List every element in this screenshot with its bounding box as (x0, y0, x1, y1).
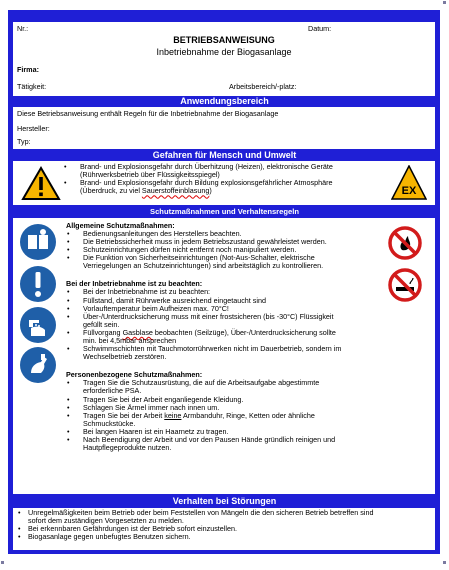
list-item (66, 412, 386, 428)
list-item-line (77, 444, 386, 452)
line-text: Füllstand, damit Rührwerke ausreichend eingetaucht sind (83, 295, 266, 305)
list-item-line: • Tragen Sie bei der Arbeit keine Armbanduhr, Ringe, Ketten oder ähnliche (83, 410, 315, 420)
list-item (66, 254, 386, 270)
list-item (66, 436, 386, 452)
line-text: min. bei 4,5mbar ansprechen (83, 336, 177, 346)
list-item (66, 313, 386, 329)
schutz-heading: Schutzmaßnahmen und Verhaltensregeln (150, 207, 299, 216)
header-box (13, 22, 435, 96)
inbetrieb-title: Bei der Inbetriebnahme ist zu beachten: (66, 279, 203, 289)
wash-hands-icon (19, 306, 57, 344)
line-text: Über-/Unterdrucksicherung muss mit einer frostsicheren (bis -30°C) Flüssigkeit (83, 311, 334, 321)
schutz-content (66, 221, 386, 452)
emphasis-word: keine (164, 410, 182, 420)
allgemein-list (66, 230, 386, 270)
gefahren-text: ) (209, 186, 212, 196)
line-text: Unregelmäßigkeiten beim Betrieb oder beim Feststellen von Mängeln die den sicheren Betrieb betreffen sind (28, 508, 374, 517)
ex-label: EX (401, 185, 417, 197)
line-text: Schmuckstücke. (83, 418, 136, 428)
gefahren-item-line (74, 187, 393, 195)
line-text: Hautpflegeprodukte nutzen. (83, 443, 172, 453)
line-text: beobachten (Seilzüge), Über-/Unterdrucksicherung sollte (152, 327, 336, 337)
list-item (66, 345, 386, 361)
line-text: Nach Beendigung der Arbeit und vor den Pausen Hände gründlich reinigen und (83, 434, 336, 444)
line-text: Wechselbetrieb zerstören. (83, 352, 167, 362)
line-text: Die Betriebssicherheit muss in jedem Betriebszustand gewährleistet werden. (83, 237, 327, 247)
list-item-line (77, 353, 386, 361)
anwendungsbereich-box (13, 107, 435, 149)
line-text: Tragen Sie die Schutzausrüstung, die auf die Arbeitsaufgabe abgestimmte (83, 378, 320, 388)
skin-care-icon (19, 346, 57, 384)
line-text: Die Funktion von Sicherheitseinrichtungen (Not-Aus-Schalter, elektrische (83, 253, 315, 263)
no-smoking-icon (388, 268, 422, 302)
typ-label: Typ: (17, 137, 31, 146)
line-text: erforderliche PSA. (83, 386, 142, 396)
list-item (17, 509, 431, 525)
list-item-line (28, 533, 431, 541)
line-text: Biogasanlage gegen unbefugtes Benutzen sichern. (28, 532, 191, 542)
hersteller-label: Hersteller: (17, 124, 50, 133)
ex-zone-icon (391, 165, 427, 201)
inbetrieb-list (66, 288, 386, 361)
list-item (66, 379, 386, 395)
gefahren-item-line: • Brand- und Explosionsgefahr durch Bildung explosionsgefährlicher Atmosphäre (80, 178, 333, 188)
line-text: Füllvorgang (83, 327, 123, 337)
list-item-line (77, 313, 386, 321)
gefahren-text-flagged: Sauerstoffeinblasung (141, 186, 210, 196)
list-item (17, 533, 431, 541)
allgemein-title: Allgemeine Schutzmaßnahmen: (66, 221, 175, 230)
line-text: Bei erkennbaren Gefährdungen ist der Betrieb sofort einzustellen. (28, 524, 237, 534)
no-open-flame-icon (388, 226, 422, 260)
nr-label: Nr.: (17, 24, 29, 33)
schutz-box (13, 218, 435, 494)
datum-label: Datum: (308, 24, 332, 33)
taetigkeit-row (17, 82, 431, 91)
stoerungen-box (13, 508, 435, 550)
document-subtitle: Inbetriebnahme der Biogasanlage (156, 47, 292, 57)
firma-label: Firma: (17, 65, 39, 74)
resize-handle[interactable] (443, 561, 446, 564)
list-item-line (77, 262, 386, 270)
line-text: Bei der Inbetriebnahme ist zu beachten: (83, 287, 211, 297)
exclamation-icon (19, 265, 57, 303)
flagged-word: Gasblase (122, 327, 153, 337)
stoerungen-heading: Verhalten bei Störungen (172, 496, 277, 506)
warning-triangle-icon (21, 166, 61, 201)
line-text: Vorlauftemperatur beim Aufheizen max. 70°C! (83, 303, 229, 313)
line-text: Schlagen Sie Ärmel immer nach innen um. (83, 402, 220, 412)
read-manual-icon (19, 223, 57, 261)
person-list (66, 379, 386, 452)
nr-field (17, 24, 431, 33)
line-text: Bedienungsanleitungen des Herstellers beachten. (83, 229, 242, 238)
gefahren-item-line: • Brand- und Explosionsgefahr durch Überhitzung (Heizen), elektronische Geräte (80, 162, 333, 171)
line-text: Verriegelungen an Schutzeinrichtungen) sind arbeitstäglich zu kontrollieren. (83, 261, 324, 271)
gefahren-text: (Überdruck, zu viel (80, 186, 142, 196)
anwendungsbereich-text: Diese Betriebsanweisung enthält Regeln für die Inbetriebnahme der Biogasanlage (17, 109, 279, 118)
gefahren-item (63, 163, 393, 179)
line-text: Schwimmschichten mit Tauchmotorrührwerken nicht im Dauerbetrieb, sondern im (83, 344, 342, 354)
gefahren-box (13, 161, 435, 205)
list-item (66, 329, 386, 345)
line-text: Bei langen Haaren ist ein Haarnetz zu tragen. (83, 426, 229, 436)
resize-handle[interactable] (443, 1, 446, 4)
resize-handle[interactable] (1, 561, 4, 564)
stoerungen-list (17, 509, 431, 541)
arbeitsbereich-label: Arbeitsbereich/-platz: (229, 82, 297, 91)
line-text: sofort dem zuständigen Vorgesetzten zu melden. (28, 516, 184, 526)
line-text: Tragen Sie bei der Arbeit enganliegende Kleidung. (83, 394, 244, 404)
page-edge (441, 10, 449, 554)
person-title: Personenbezogene Schutzmaßnahmen: (66, 370, 203, 380)
line-text: Schutzeinrichtungen dürfen nicht entfernt noch manipuliert werden. (83, 245, 297, 255)
document-title: BETRIEBSANWEISUNG (173, 35, 275, 45)
line-text: gefüllt sein. (83, 319, 120, 329)
taetigkeit-label: Tätigkeit: (17, 82, 47, 91)
gefahren-item (63, 179, 393, 195)
gefahren-item-line: (Rührwerksbetrieb über Flüssigkeitsspiegel) (80, 170, 220, 180)
anwendungsbereich-heading: Anwendungsbereich (180, 96, 269, 106)
gefahren-heading: Gefahren für Mensch und Umwelt (152, 150, 297, 160)
